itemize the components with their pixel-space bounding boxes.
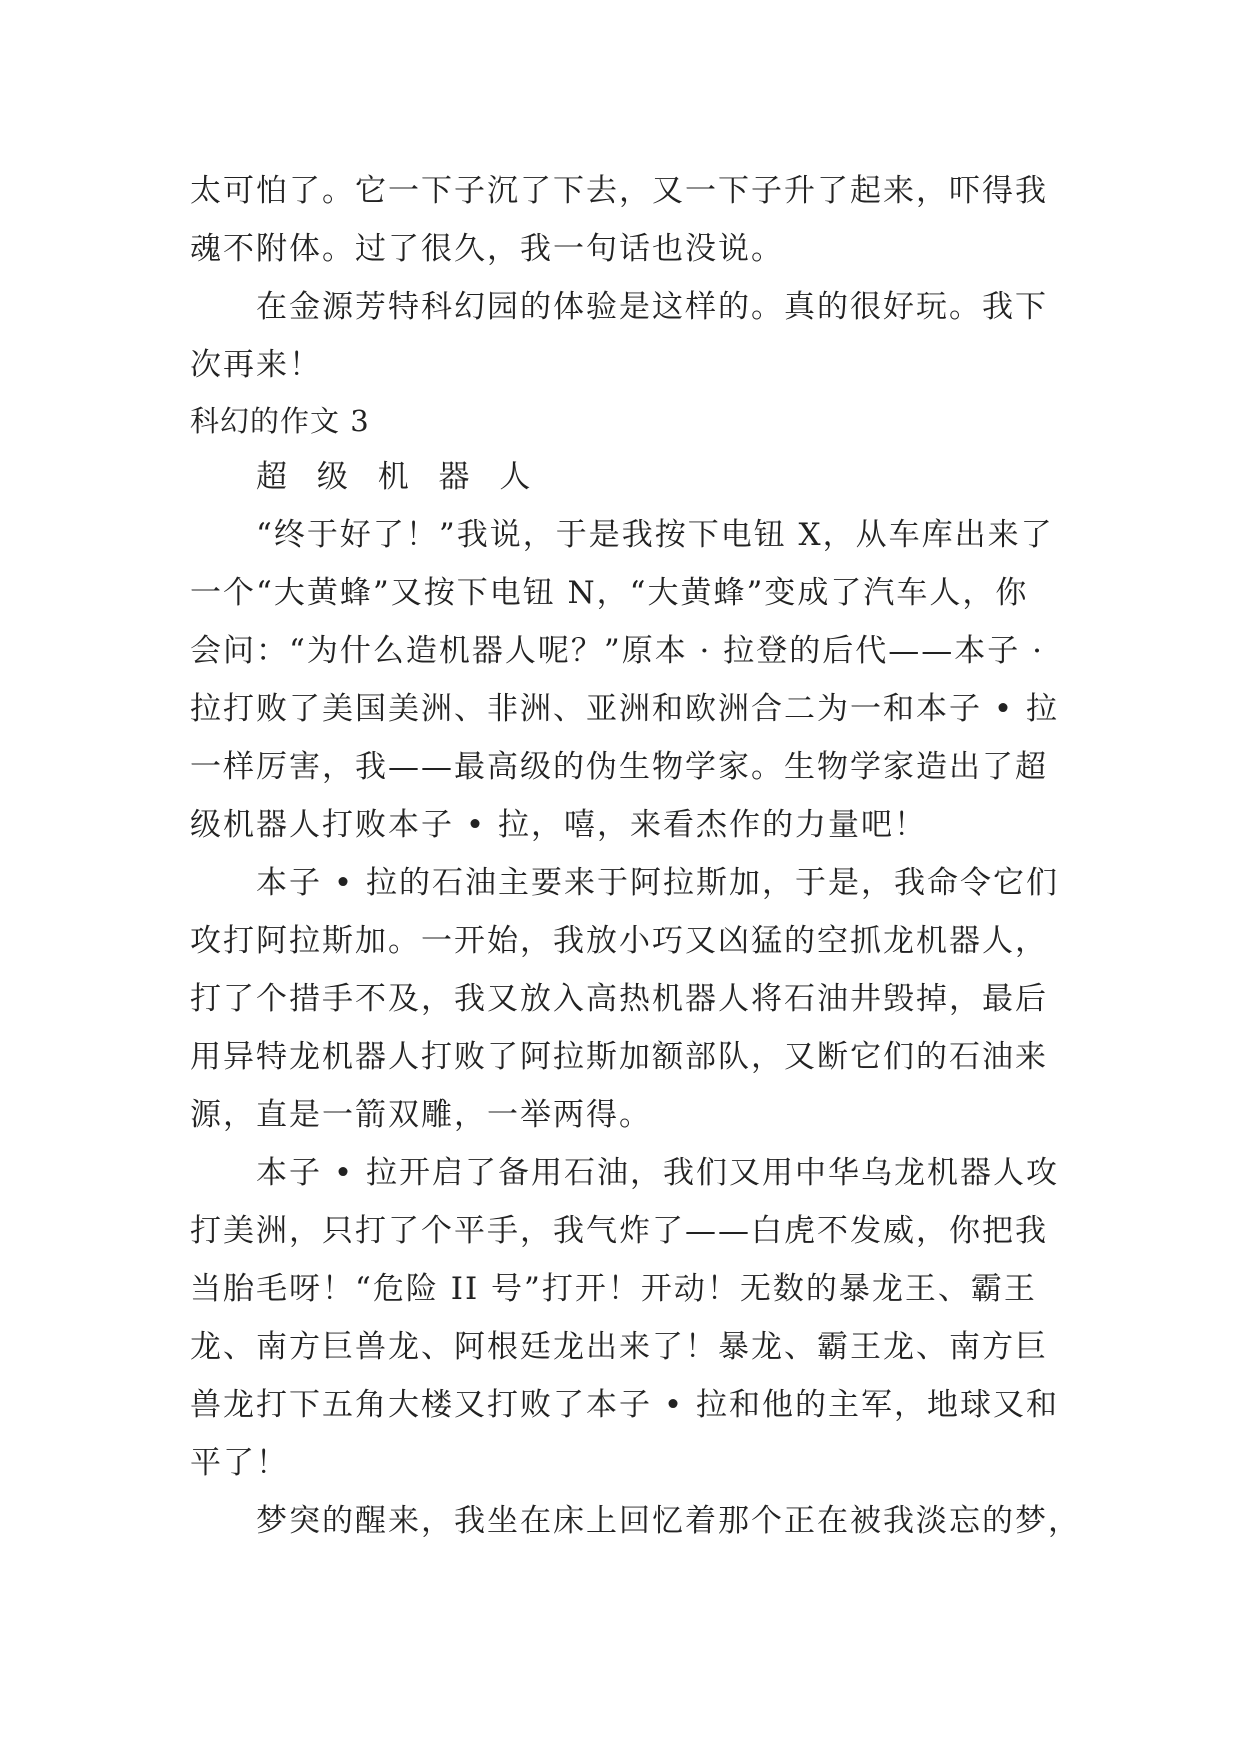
paragraph-start-line: 梦突的醒来，我坐在床上回忆着那个正在被我淡忘的梦，	[256, 1503, 1081, 1539]
text-line: 一个“大黄蜂”又按下电钮 N，“大黄蜂”变成了汽车人，你	[190, 575, 1029, 611]
text-line: 兽龙打下五角大楼又打败了本子 • 拉和他的主军，地球又和	[190, 1387, 1059, 1423]
text-line: 一样厉害，我——最高级的伪生物学家。生物学家造出了超	[190, 749, 1048, 785]
text-line: 级机器人打败本子 • 拉，嘻，来看杰作的力量吧！	[190, 807, 927, 843]
section-heading: 科幻的作文 3	[190, 404, 370, 438]
text-line: 次再来！	[190, 347, 322, 383]
paragraph-start-line: 本子 • 拉开启了备用石油，我们又用中华乌龙机器人攻	[256, 1155, 1059, 1191]
text-line: 平了！	[190, 1445, 289, 1481]
text-line: 拉打败了美国美洲、非洲、亚洲和欧洲合二为一和本子 • 拉	[190, 691, 1059, 727]
text-line: 源，直是一箭双雕，一举两得。	[190, 1097, 652, 1133]
text-line: 打美洲，只打了个平手，我气炸了——白虎不发威，你把我	[190, 1213, 1048, 1249]
document-body	[190, 162, 1081, 1550]
text-line: 魂不附体。过了很久，我一句话也没说。	[190, 231, 784, 267]
text-line: 当胎毛呀！“危险 II 号”打开！开动！无数的暴龙王、霸王	[190, 1271, 1037, 1307]
text-line: 用异特龙机器人打败了阿拉斯加额部队，又断它们的石油来	[190, 1039, 1048, 1075]
text-line: 打了个措手不及，我又放入高热机器人将石油井毁掉，最后	[190, 981, 1048, 1017]
essay-title: 超 级 机 器 人	[256, 459, 541, 495]
paragraph-start-line: 在金源芳特科幻园的体验是这样的。真的很好玩。我下	[256, 289, 1048, 325]
text-line: 攻打阿拉斯加。一开始，我放小巧又凶猛的空抓龙机器人，	[190, 923, 1048, 959]
text-line: 龙、南方巨兽龙、阿根廷龙出来了！暴龙、霸王龙、南方巨	[190, 1329, 1048, 1365]
text-line: 太可怕了。它一下子沉了下去，又一下子升了起来，吓得我	[190, 173, 1048, 209]
paragraph-start-line: “终于好了！”我说，于是我按下电钮 X，从车库出来了	[256, 517, 1054, 553]
paragraph-start-line: 本子 • 拉的石油主要来于阿拉斯加，于是，我命令它们	[256, 865, 1059, 901]
text-line: 会问：“为什么造机器人呢？”原本 · 拉登的后代——本子 ·	[190, 633, 1044, 669]
